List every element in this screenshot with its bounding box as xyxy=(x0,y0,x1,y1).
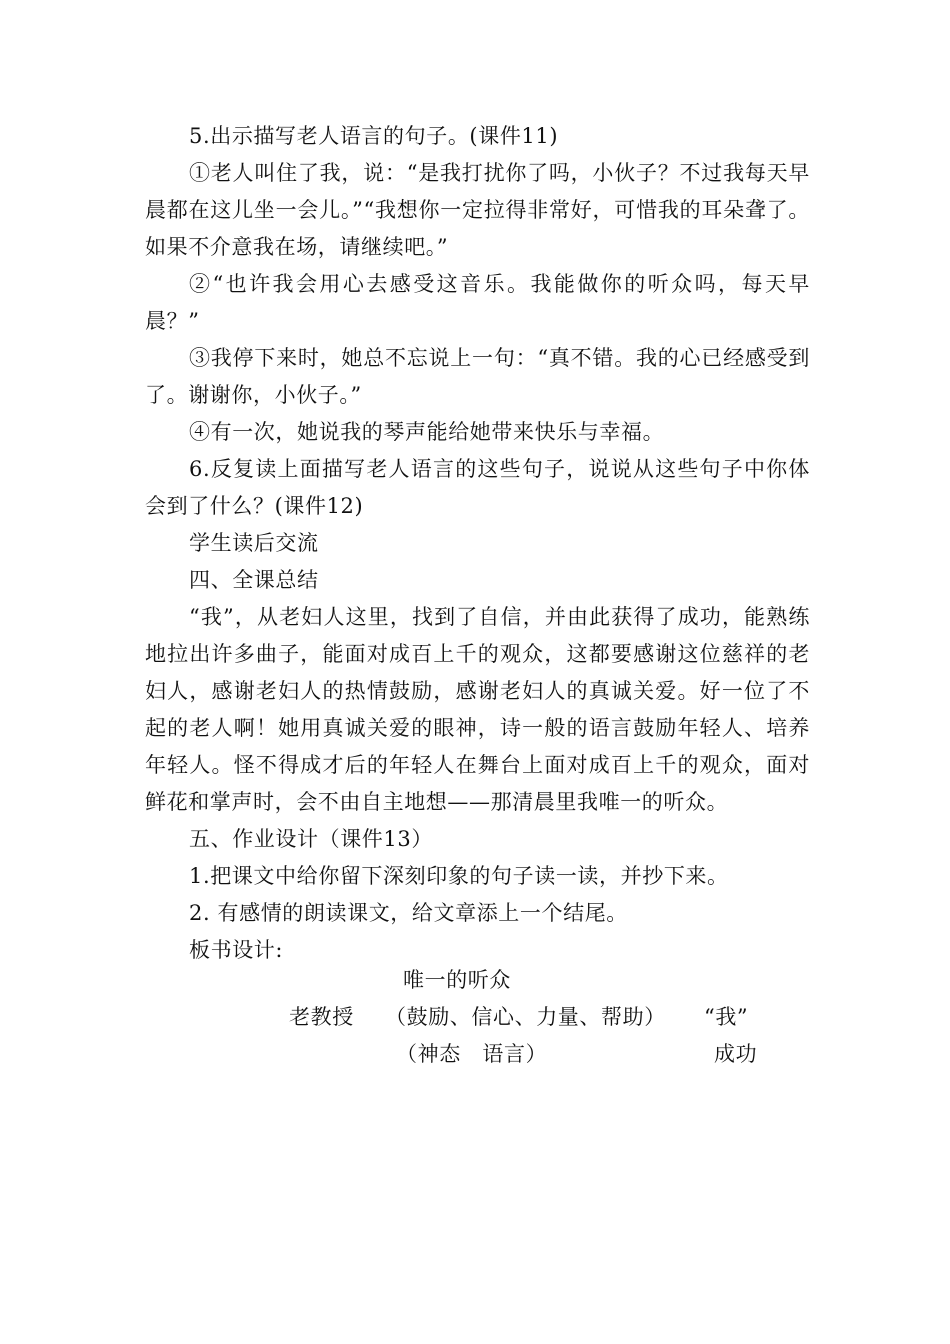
section-5-heading: 5.出示描写老人语言的句子。(课件11) xyxy=(189,124,559,148)
board-middle-top: （鼓励、信心、力量、帮助） xyxy=(385,1005,666,1029)
board-design-label: 板书设计: xyxy=(189,938,284,962)
board-right-bottom: 成功 xyxy=(714,1042,758,1066)
quote-4-paragraph: ④有一次，她说我的琴声能给她带来快乐与幸福。 xyxy=(189,420,665,444)
board-title: 唯一的听众 xyxy=(403,968,511,992)
board-right-top: “我” xyxy=(704,1005,749,1029)
summary-heading: 四、全课总结 xyxy=(189,568,319,592)
board-left-label: 老教授 xyxy=(289,1005,354,1029)
quote-1-paragraph: ①老人叫住了我，说：“是我打扰你了吗，小伙子？不过我每天早晨都在这儿坐一会儿。”“我想你一定拉得非常好，可惜我的耳朵聋了。如果不介意我在场，请继续吧。” xyxy=(145,161,810,259)
board-middle-bottom: （神态 语言） xyxy=(396,1042,548,1066)
student-exchange-line: 学生读后交流 xyxy=(189,531,319,555)
homework-item-2: 2. 有感情的朗读课文，给文章添上一个结尾。 xyxy=(189,901,628,925)
summary-paragraph: “我”，从老妇人这里，找到了自信，并由此获得了成功，能熟练地拉出许多曲子，能面对成百上千的观众，这都要感谢这位慈祥的老妇人，感谢老妇人的热情鼓励，感谢老妇人的真诚关爱。好一位了不起的老人啊！她用真诚关爱的眼神，诗一般的语言鼓励年轻人、培养年轻人。怪不得成才后的年轻人在舞台上面对成百上千的观众，面对鲜花和掌声时，会不由自主地想——那清晨里我唯一的听众。 xyxy=(145,605,810,814)
quote-2-paragraph: ②“也许我会用心去感受这音乐。我能做你的听众吗，每天早晨？” xyxy=(145,272,810,333)
section-6-paragraph: 6.反复读上面描写老人语言的这些句子，说说从这些句子中你体会到了什么？(课件12) xyxy=(145,457,810,518)
homework-heading: 五、作业设计（课件13） xyxy=(189,827,433,851)
homework-item-1: 1.把课文中给你留下深刻印象的句子读一读，并抄下来。 xyxy=(189,864,729,888)
quote-3-paragraph: ③我停下来时，她总不忘说上一句：“真不错。我的心已经感受到了。谢谢你，小伙子。” xyxy=(145,346,810,407)
